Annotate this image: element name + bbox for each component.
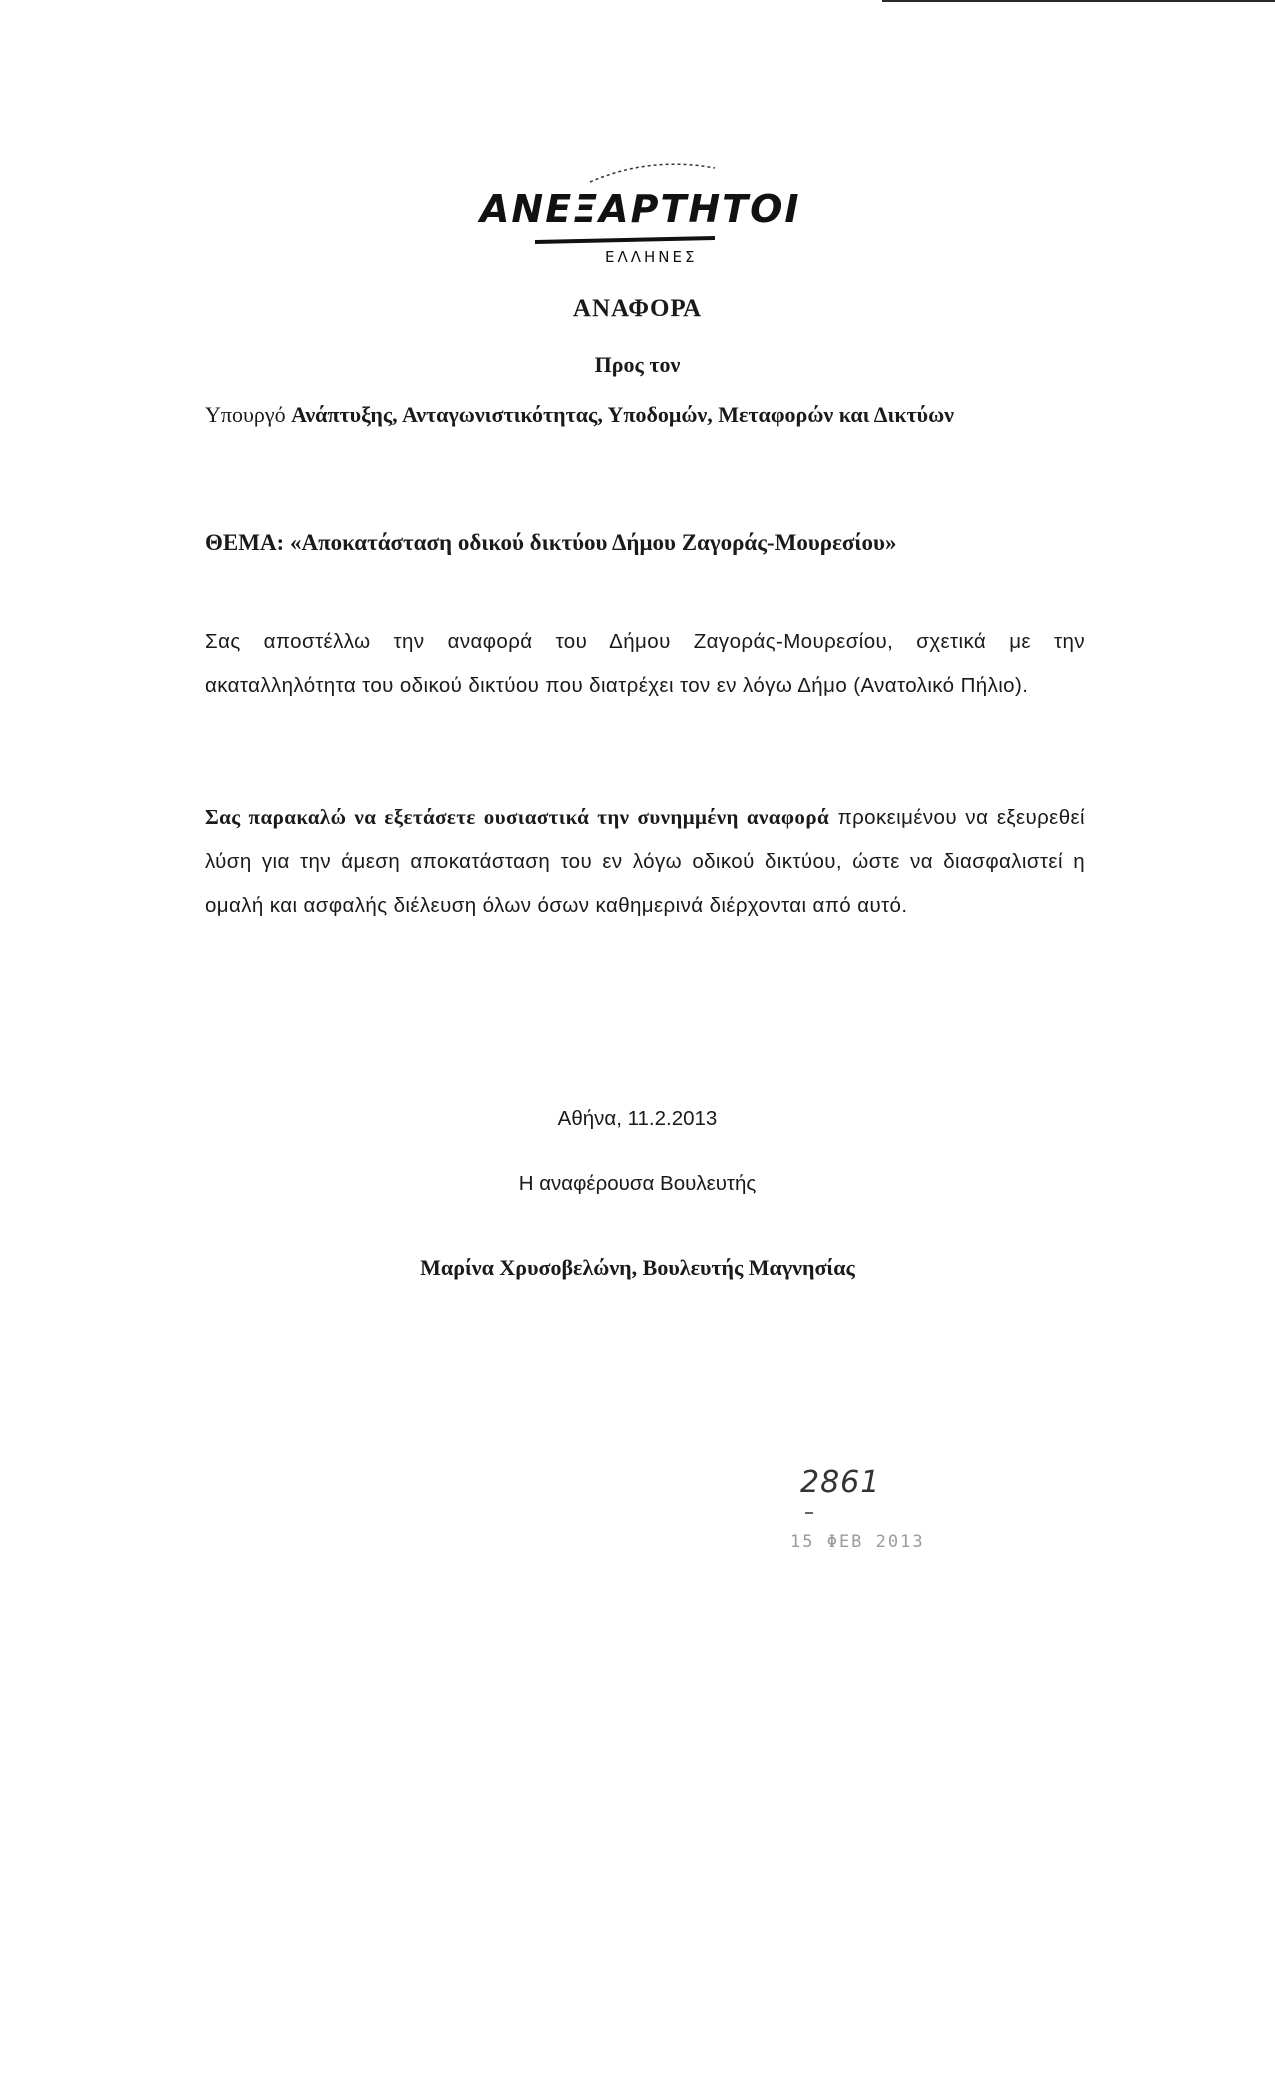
date-line: Αθήνα, 11.2.2013 <box>557 1107 718 1130</box>
subject-line: ΘΕΜΑ: «Αποκατάσταση οδικού δικτύου Δήμου Ζαγοράς-Μουρεσίου» <box>205 530 897 555</box>
recipient-line <box>205 402 1105 428</box>
registry-number-stamp: 2861 <box>800 1465 881 1500</box>
recipient-intro: Προς τον <box>594 352 681 377</box>
role-line: Η αναφέρουσα Βουλευτής <box>518 1172 757 1195</box>
body-paragraph-2 <box>205 795 1085 928</box>
stamp-mark <box>805 1512 813 1514</box>
scan-edge-line <box>882 0 1275 2</box>
recipient-ministry: Ανάπτυξης, Ανταγωνιστικότητας, Υποδομών, Μεταφορών και Δικτύων <box>291 402 955 427</box>
party-logo <box>470 150 830 270</box>
request-emphasis: Σας παρακαλώ να εξετάσετε ουσιαστικά την συνημμένη αναφορά <box>205 805 830 829</box>
request-rest: προκειμένου να εξευρεθεί λύση για την άμεση αποκατάσταση του εν λόγω οδικού δικτύου, ώστε να διασφαλιστεί η ομαλή και ασφαλής διέλευση όλων όσων καθημερινά διέρχονται από αυτό. <box>205 806 1085 917</box>
document-title: ΑΝΑΦΟΡΑ <box>572 295 703 322</box>
body-paragraph-1: Σας αποστέλλω την αναφορά του Δήμου Ζαγοράς-Μουρεσίου, σχετικά με την ακαταλληλότητα του οδικού δικτύου που διατρέχει τον εν λόγω Δήμο (Ανατολικό Πήλιο). <box>205 630 1085 697</box>
recipient-prefix: Υπουργό <box>205 402 292 427</box>
logo-subtext: ΕΛΛΗΝΕΣ <box>605 248 698 266</box>
registry-date-stamp: 15 ΦΕΒ 2013 <box>790 1532 925 1552</box>
signer-line: Μαρίνα Χρυσοβελώνη, Βουλευτής Μαγνησίας <box>420 1255 855 1280</box>
logo-text: ΑΝΕΞΑΡΤΗΤΟΙ <box>480 187 801 231</box>
